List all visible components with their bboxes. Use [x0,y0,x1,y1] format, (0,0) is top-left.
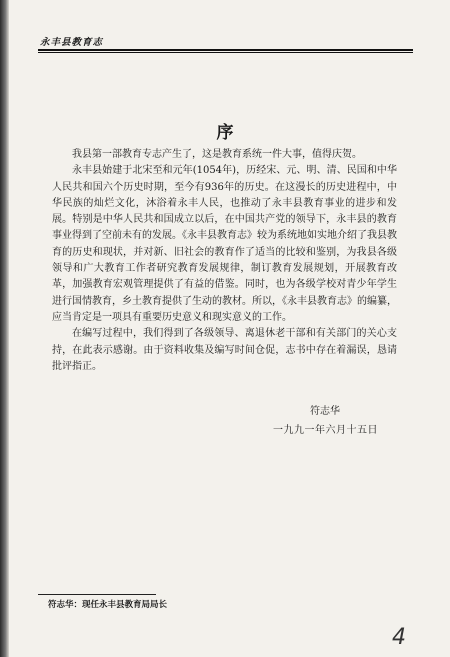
paragraph-2: 永丰县始建于北宋至和元年(1054年)，历经宋、元、明、清、民国和中华人民共和国六个历史时期，至今有936年的历史。在这漫长的历史进程中，中华民族的灿烂文化，沐浴着永丰人民，也推动了永丰县教育事业的进步和发展。特别是中华人民共和国成立以后，在中国共产党的领导下，永丰县的教育事业得到了空前未有的发展。《永丰县教育志》较为系统地如实地介绍了我县教育的历史和现状，并对新、旧社会的教育作了适当的比较和鉴别，为我县各级领导和广大教育工作者研究教育发展规律，制订教育发展规划，开展教育改革，加强教育宏观管理提供了有益的借鉴。同时，也为各级学校对青少年学生进行国情教育，乡土教育提供了生动的教材。所以，《永丰县教育志》的编纂，应当肯定是一项具有重要历史意义和现实意义的工作。 [52,165,397,323]
page-title: 序 [216,123,234,143]
footnote-rule [38,594,156,595]
paragraph-3: 在编写过程中，我们得到了各级领导、离退休老干部和有关部门的关心支持，在此表示感谢。由于资料收集及编写时间仓促，志书中存在着漏误，恳请批评指正。 [52,328,397,372]
header-rule [38,49,413,51]
footnote: 符志华：现任永丰县教育局局长 [48,600,168,610]
page-number: 4 [392,625,406,650]
paragraph-1: 我县第一部教育专志产生了，这是教育系统一件大事，值得庆贺。 [72,149,362,160]
header-rule-thin [38,52,413,53]
page-binding-edge [0,0,9,657]
preface-body [52,147,397,375]
signature-date: 一九九一年六月十五日 [273,425,378,436]
signature-name: 符志华 [310,406,340,417]
running-head: 永丰县教育志 [40,37,104,48]
